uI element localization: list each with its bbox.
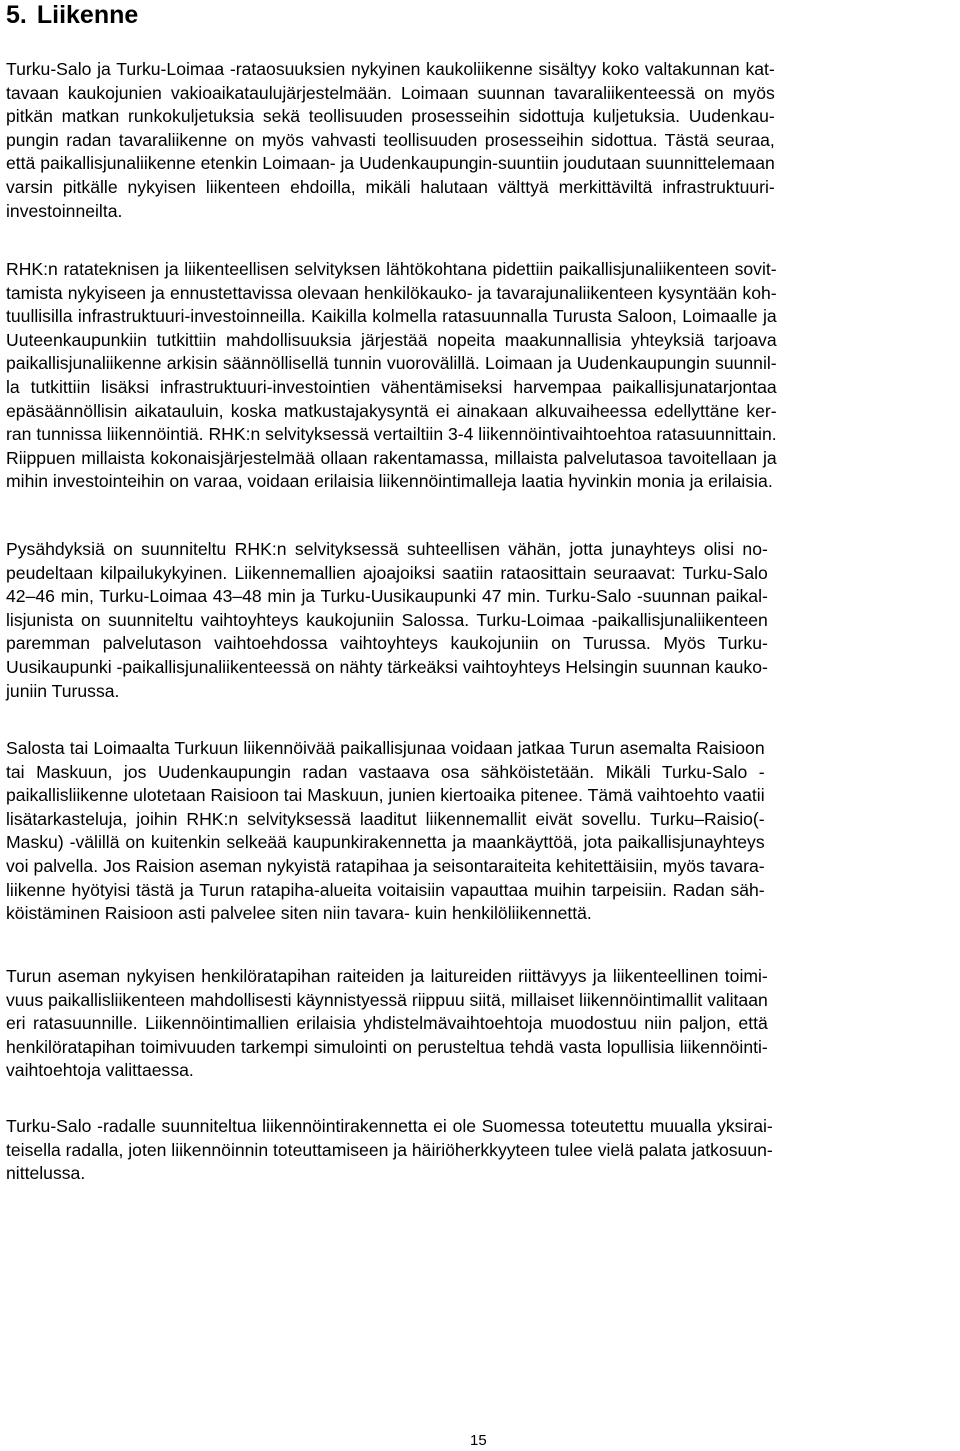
page-number: 15 [470, 1432, 487, 1449]
text-line: Turun aseman nykyisen henkilöratapihan raiteiden ja laitureiden riittävyys ja liikenteellinen toimi- [6, 966, 768, 986]
text-line: Pysähdyksiä on suunniteltu RHK:n selvityksessä suhteellisen vähän, jotta junayhteys olisi no- [6, 539, 768, 559]
text-line: voi palvella. Jos Raision aseman nykyistä ratapihaa ja seisontaraiteita kehitettäisiin, myös tavara- [6, 855, 765, 876]
text-line: la tutkittiin lisäksi infrastruktuuri-investointien vähentämiseksi harvempaa paikallisjunatarjontaa [6, 376, 777, 397]
text-line: köistäminen Raisioon asti palvelee siten niin tavara- kuin henkilöliikennettä. [6, 903, 592, 924]
paragraph-3 [6, 538, 768, 703]
text-line: tavaan kaukojunien vakioaikataulujärjestelmään. Loimaan suunnan tavaraliikenteessä on myös [6, 82, 775, 103]
text-line: tuullisilla infrastruktuuri-investoinneilla. Kaikilla kolmella ratasuunnalla Turusta Saloon, Loimaalle ja [6, 306, 777, 327]
text-line: eri ratasuunnille. Liikennöintimallien erilaisia yhdistelmävaihtoehtoja muodostuu niin paljon, että [6, 1013, 768, 1034]
text-line: henkilöratapihan toimivuuden tarkempi simulointi on perusteltua tehdä vasta lopullisia liikennöinti- [6, 1036, 768, 1057]
text-line: peudeltaan kilpailukykyinen. Liikennemallien ajoajoiksi saatiin rataosittain seuraavat: Turku-Salo [6, 562, 768, 583]
section-number: 5. [6, 1, 27, 29]
text-line: teisella radalla, joten liikennöinnin toteuttamiseen ja häiriöherkkyyteen tulee vielä palata jatkosuun- [6, 1139, 773, 1160]
text-line: epäsäännöllisin aikatauluin, koska matkustajakysyntä ei ainakaan alkuvaiheessa edellyttäne ker- [6, 400, 777, 421]
text-line: Salosta tai Loimaalta Turkuun liikennöivää paikallisjunaa voidaan jatkaa Turun asemalta Raisioon [6, 738, 765, 758]
text-line: mihin investointeihin on varaa, voidaan erilaisia liikennöintimalleja laatia hyvinkin monia ja erilaisia. [6, 471, 773, 492]
section-title: Liikenne [36, 1, 139, 29]
paragraph-5 [6, 965, 768, 1083]
paragraph-4 [6, 737, 765, 926]
text-line: lisjunista on suunniteltu vaihtoyhteys kaukojuniin Salossa. Turku-Loimaa -paikallisjunaliikenteen [6, 609, 768, 630]
text-line: Uusikaupunki -paikallisjunaliikenteessä on nähty tärkeäksi vaihtoyhteys Helsingin suunnan kauko- [6, 656, 768, 677]
text-line: ran tunnissa liikennöintiä. RHK:n selvityksessä vertailtiin 3-4 liikennöintivaihtoehtoa ratasuunnittain. [6, 424, 777, 445]
text-line: Turku-Salo ja Turku-Loimaa -rataosuuksien nykyinen kaukoliikenne sisältyy koko valtakunnan kat- [6, 59, 775, 79]
text-line: paremman palvelutason vaihtoehdossa vaihtoyhteys kaukojuniin on Turussa. Myös Turku- [6, 633, 768, 654]
text-line: Masku) -välillä on kuitenkin selkeää kaupunkirakennetta ja maankäyttöä, jota paikallisjunayhteys [6, 832, 765, 853]
text-line: nittelussa. [6, 1163, 86, 1184]
document-page [6, 0, 954, 1184]
section-heading [6, 0, 954, 30]
text-line: lisätarkasteluja, joihin RHK:n selvityksessä laaditut liikennemallit eivät sovellu. Turku–Raisio(- [6, 808, 765, 829]
text-line: paikallisliikenne ulotetaan Raisioon tai Maskuun, junien kiertoaika pitenee. Tämä vaihtoehto vaatii [6, 785, 765, 806]
text-line: vuus paikallisliikenteen mahdollisesti käynnistyessä riippuu siitä, millaiset liikennöintimallit valitaan [6, 989, 768, 1010]
text-line: varsin pitkälle nykyisen liikenteen ehdoilla, mikäli halutaan välttyä merkittäviltä infrastruktuuri- [6, 176, 775, 197]
text-line: vaihtoehtoja valittaessa. [6, 1060, 194, 1081]
text-line: tai Maskuun, jos Uudenkaupungin radan vastaava osa sähköistetään. Mikäli Turku-Salo - [6, 761, 765, 782]
text-line: pitkän matkan runkokuljetuksia sekä teollisuuden prosesseihin sidottuja kuljetuksia. Uudenkau- [6, 106, 775, 127]
paragraph-6 [6, 1115, 773, 1186]
text-line: tamista nykyiseen ja ennustettavissa olevaan henkilökauko- ja tavarajunaliikenteen kysyntään koh- [6, 282, 777, 303]
text-line: Riippuen millaista kokonaisjärjestelmää ollaan rakentamassa, millaista palvelutasoa tavoitellaan ja [6, 447, 777, 468]
text-line: että paikallisjunaliikenne etenkin Loimaan- ja Uudenkaupungin-suuntiin joudutaan suunnittelemaan [6, 153, 775, 174]
text-line: liikenne hyötyisi tästä ja Turun ratapiha-alueita voitaisiin vapauttaa muihin tarpeisiin. Radan säh- [6, 879, 765, 900]
text-line: 42–46 min, Turku-Loimaa 43–48 min ja Turku-Uusikaupunki 47 min. Turku-Salo -suunnan paikal- [6, 586, 768, 607]
paragraph-2 [6, 258, 777, 494]
text-line: Uuteenkaupunkiin tutkittiin mahdollisuuksia järjestää nopeita maakunnallisia yhteyksiä tarjoava [6, 329, 777, 350]
paragraph-1 [6, 58, 775, 223]
text-line: juniin Turussa. [6, 680, 120, 701]
text-line: Turku-Salo -radalle suunniteltua liikennöintirakennetta ei ole Suomessa toteutettu muualla yksirai- [6, 1116, 773, 1136]
text-line: paikallisjunaliikenne arkisin säännöllisellä tunnin vuorovälillä. Loimaan ja Uudenkaupungin suunnil- [6, 353, 777, 374]
text-line: pungin radan tavaraliikenne on myös vahvasti teollisuuden prosesseihin sidottua. Tästä seuraa, [6, 129, 775, 150]
text-line: investoinneilta. [6, 200, 123, 221]
text-line: RHK:n ratateknisen ja liikenteellisen selvityksen lähtökohtana pidettiin paikallisjunaliikenteen sovit- [6, 259, 777, 279]
